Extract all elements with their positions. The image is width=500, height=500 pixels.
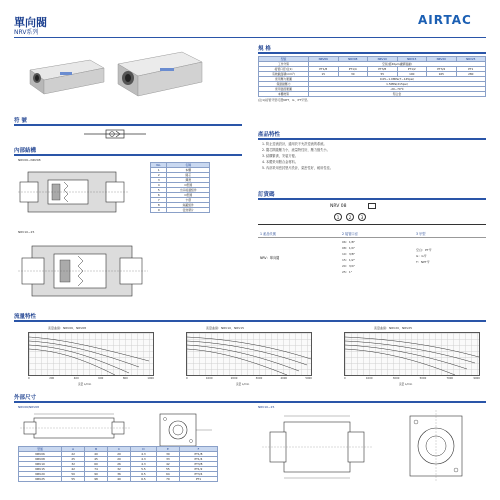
part-name: 密封墊片 (167, 208, 210, 213)
spec-header-cell: NRV20 (427, 57, 457, 62)
dim-drawing-small-front (150, 410, 220, 450)
table-row (259, 92, 486, 97)
flow-chart-2-title: 流量曲線：NRV10、NRV15 (206, 326, 245, 330)
feature-item: 3. 結構緊湊，安裝方便。 (262, 154, 298, 158)
flow-chart-1-xticks (28, 377, 154, 380)
feature-item: 1. 防止逆流設計，適用於不允許逆流的系統。 (262, 142, 327, 146)
ordering-suffix-box (368, 203, 376, 209)
product-photo-small (20, 48, 110, 98)
list-item: G：G牙 (416, 254, 427, 258)
part-name: 彈簧 (167, 178, 210, 183)
flow-chart-1-title: 流量曲線：NRV06、NRV08 (48, 326, 87, 330)
dim-cell: NRV06 (19, 452, 62, 457)
spec-header-cell: NRV25 (456, 57, 486, 62)
flow-chart-3-xticks (344, 377, 480, 380)
ordering-code: NRV 08 (330, 204, 347, 209)
ordering-markers (334, 213, 384, 223)
flow-chart-1-curves (29, 333, 155, 377)
list-item: 20：3/4" (342, 264, 356, 268)
spec-cell: PT3/4 (427, 67, 457, 72)
series-subtitle: NRV系列 (14, 29, 39, 36)
features-bar (258, 138, 486, 140)
dim-cell: 50 (62, 472, 85, 477)
tick-label: 0 (186, 377, 188, 380)
features-list (262, 141, 482, 171)
brand-logo: AIRTAC (418, 13, 472, 27)
parts-header-cell: No. (151, 163, 167, 168)
spec-cell: PT1/4 (338, 67, 368, 72)
tick-label: 1000 (147, 377, 154, 380)
part-no: 4 (151, 183, 167, 188)
part-name: 卡環 (167, 198, 210, 203)
tick-label: 9000 (473, 377, 480, 380)
ordering-bar (258, 198, 486, 200)
part-no: 3 (151, 178, 167, 183)
features-title: 產品特性 (258, 132, 281, 138)
dim-cell: 4.3 (130, 452, 156, 457)
parts-header-cell: 名稱 (167, 163, 210, 168)
ordering-header-2: 2 接管口徑 (342, 232, 358, 236)
part-name: O型圈 (167, 183, 210, 188)
flow-chart-3-plot (344, 332, 480, 376)
marker-1: 1 (334, 213, 342, 221)
spec-table (258, 56, 486, 97)
dim-cell: 25 (62, 457, 85, 462)
dim-cell: 26 (108, 462, 131, 467)
dim-drawing-large-side (262, 412, 372, 482)
tick-label: 600 (98, 377, 104, 380)
flow-chart-2-curves (187, 333, 313, 377)
ordering-col3-list (416, 247, 432, 265)
spec-cell: PT1/2 (397, 67, 427, 72)
part-name: 本體 (167, 168, 210, 173)
dim-header-cell: C (108, 447, 131, 452)
list-item: 空白：PT牙 (416, 248, 432, 252)
spec-header-cell: NRV08 (338, 57, 368, 62)
feature-item: 5. 內部采用密封墊片設計，氣密性好，耐用性佳。 (262, 166, 333, 170)
ordering-table (258, 224, 486, 278)
marker-3: 3 (358, 213, 366, 221)
dim-cell: PT3/4 (179, 472, 217, 477)
dim-left-label: NRV06/NRV08 (18, 405, 40, 409)
ordering-divider (258, 237, 486, 238)
dimensions-title: 外部尺寸 (14, 395, 37, 401)
spec-cell: 使用溫度範圍 (259, 87, 309, 92)
spec-cell: 工作介質 (259, 62, 309, 67)
feature-item: 4. 本體采用鋁合金材料。 (262, 160, 298, 164)
spec-cell: 280 (456, 72, 486, 77)
spec-cell: 165 (427, 72, 457, 77)
dim-cell: 4.3 (130, 457, 156, 462)
part-no: 7 (151, 198, 167, 203)
tick-label: 5000 (419, 377, 427, 380)
spec-cell: 本體材質 (259, 92, 309, 97)
feature-item: 2. 閥芯開啟壓力小，流量特性好，壓力損失小。 (262, 148, 330, 152)
ordering-header-3: 3 牙型 (416, 232, 426, 236)
flow-chart-1-xlabel: 流量 L/min (78, 383, 92, 386)
part-name: 端蓋組件 (167, 203, 210, 208)
spec-cell: 15 (309, 72, 339, 77)
dim-header-cell: 型號 (19, 447, 62, 452)
internal-label-large: NRV10~25 (18, 230, 35, 234)
spec-cell: 55 (368, 72, 398, 77)
flow-chart-3 (334, 326, 484, 388)
flow-chart-1-plot (28, 332, 154, 376)
tick-label: 5000 (305, 377, 312, 380)
part-no: 1 (151, 168, 167, 173)
tick-label: 200 (49, 377, 55, 380)
specs-title: 規 格 (258, 46, 271, 52)
dim-cell: NRV15 (19, 467, 62, 472)
list-item: 15：1/2" (342, 258, 356, 262)
spec-cell: 使用壓力範圍 (259, 77, 309, 82)
dim-cell: 40 (85, 452, 108, 457)
dim-cell: 70 (156, 477, 179, 482)
ordering-title: 訂貨碼 (258, 192, 275, 198)
spec-cell: 0.05~1.0MPa(7~145psi) (309, 77, 486, 82)
parts-table (150, 162, 210, 213)
flow-bar (14, 320, 486, 322)
flow-title: 流量特性 (14, 314, 37, 320)
spec-header-cell: NRV06 (309, 57, 339, 62)
tick-label: 800 (122, 377, 128, 380)
dim-right-label: NRV10~25 (258, 405, 275, 409)
dim-cell: 20 (108, 452, 131, 457)
spec-cell: 鋁合金 (309, 92, 486, 97)
spec-header-cell: 型號 (259, 57, 309, 62)
marker-2: 2 (346, 213, 354, 221)
ordering-col2-list (342, 239, 355, 275)
spec-cell: 空氣(經40μm濾網過濾) (309, 62, 486, 67)
dim-header-cell: B (85, 447, 108, 452)
dim-cell: 45 (85, 457, 108, 462)
dim-cell: 5.5 (130, 467, 156, 472)
ordering-header-1: 1 產品代號 (260, 232, 276, 236)
dim-cell: 20 (108, 457, 131, 462)
dim-cell: PT1/4 (179, 457, 217, 462)
flow-chart-2-xlabel: 流量 L/min (236, 383, 250, 386)
symbol-title: 符 號 (14, 118, 27, 124)
dim-cell: PT1/2 (179, 467, 217, 472)
dim-cell: 60 (85, 462, 108, 467)
list-item: 25：1" (342, 270, 353, 274)
dim-cell: PT3/8 (179, 462, 217, 467)
check-valve-symbol (80, 127, 150, 141)
spec-cell: 保證耐壓力 (259, 82, 309, 87)
dim-header-cell: E (156, 447, 179, 452)
dim-cell: 4.3 (130, 462, 156, 467)
dim-cell: 32 (62, 462, 85, 467)
dimensions-table (18, 446, 218, 482)
cross-section-large (18, 238, 148, 304)
part-no: 8 (151, 203, 167, 208)
flow-chart-2-plot (186, 332, 312, 376)
spec-cell: PT3/8 (368, 67, 398, 72)
spec-cell: 1.5MPa(215psi) (309, 82, 486, 87)
specs-bar (258, 52, 486, 54)
dim-cell: 22 (62, 452, 85, 457)
dim-drawing-small-side (20, 412, 130, 442)
part-no: 2 (151, 173, 167, 178)
flow-chart-1 (18, 326, 158, 388)
spec-header-cell: NRV10 (368, 57, 398, 62)
dim-cell: 42 (156, 462, 179, 467)
dim-cell: PT1 (179, 477, 217, 482)
dim-cell: 6.5 (130, 472, 156, 477)
spec-cell: 有效截面積(mm²) (259, 72, 309, 77)
internal-title: 內部結構 (14, 148, 37, 154)
spec-cell: PT1 (456, 67, 486, 72)
flow-chart-3-xlabel: 流量 L/min (399, 383, 413, 386)
tick-label: 400 (73, 377, 79, 380)
spec-cell: 100 (397, 72, 427, 77)
dim-cell: 6.5 (130, 477, 156, 482)
part-no: 6 (151, 193, 167, 198)
dim-header-cell: F (179, 447, 217, 452)
header-rule (14, 37, 486, 38)
tick-label: 7000 (446, 377, 454, 380)
spec-cell: 接管口徑(注1) (259, 67, 309, 72)
spec-cell: 30 (338, 72, 368, 77)
dim-cell: 32 (108, 467, 131, 472)
list-item: 06：1/8" (342, 240, 356, 244)
dim-cell: NRV25 (19, 477, 62, 482)
dim-cell: NRV10 (19, 462, 62, 467)
flow-chart-3-curves (345, 333, 481, 377)
dim-cell: 55 (62, 477, 85, 482)
spec-cell: -20~70℃ (309, 87, 486, 92)
flow-chart-2 (176, 326, 316, 388)
part-name: O型圈 (167, 193, 210, 198)
tick-label: 2000 (230, 377, 238, 380)
tick-label: 1000 (205, 377, 213, 380)
internal-bar (14, 154, 242, 156)
dim-cell: 64 (156, 472, 179, 477)
dim-cell: 33 (156, 457, 179, 462)
list-item: 10：3/8" (342, 252, 356, 256)
dim-cell: 42 (62, 467, 85, 472)
part-name: 出口接頭組件 (167, 188, 210, 193)
page-title: 單向閥 (14, 16, 47, 29)
dim-header-cell: D (130, 447, 156, 452)
dim-cell: NRV20 (19, 472, 62, 477)
flow-chart-3-title: 流量曲線：NRV20、NRV25 (374, 326, 413, 330)
dim-cell: 36 (108, 472, 131, 477)
product-photo-large (112, 44, 207, 100)
tick-label: 3000 (392, 377, 400, 380)
dim-cell: NRV08 (19, 457, 62, 462)
dim-cell: 40 (108, 477, 131, 482)
flow-chart-2-xticks (186, 377, 312, 380)
part-no: 9 (151, 208, 167, 213)
dim-cell: 30 (156, 452, 179, 457)
table-row (19, 477, 218, 482)
internal-label-small: NRV06~NRV08 (18, 158, 41, 162)
tick-label: 4000 (280, 377, 288, 380)
tick-label: 3000 (255, 377, 263, 380)
ordering-col1-value: NRV：單向閥 (260, 256, 280, 260)
tick-label: 0 (28, 377, 30, 380)
symbol-bar (14, 124, 242, 126)
dim-header-cell: A (62, 447, 85, 452)
dim-cell: 74 (85, 467, 108, 472)
spec-header-cell: NRV15 (397, 57, 427, 62)
tick-label: 1000 (365, 377, 373, 380)
cross-section-small (18, 164, 128, 220)
part-name: 閥芯 (167, 173, 210, 178)
dimensions-bar (14, 401, 486, 403)
dim-cell: 55 (156, 467, 179, 472)
dim-cell: 90 (85, 472, 108, 477)
dim-drawing-large-front (396, 410, 476, 482)
spec-cell: PT1/8 (309, 67, 339, 72)
dim-cell: PT1/8 (179, 452, 217, 457)
table-row (151, 208, 210, 213)
dim-cell: 98 (85, 477, 108, 482)
spec-note: (注1)接管牙型可選NPT、G、PT牙型。 (258, 98, 311, 102)
part-no: 5 (151, 188, 167, 193)
list-item: T：NPT牙 (416, 260, 430, 264)
tick-label: 0 (344, 377, 346, 380)
list-item: 08：1/4" (342, 246, 356, 250)
